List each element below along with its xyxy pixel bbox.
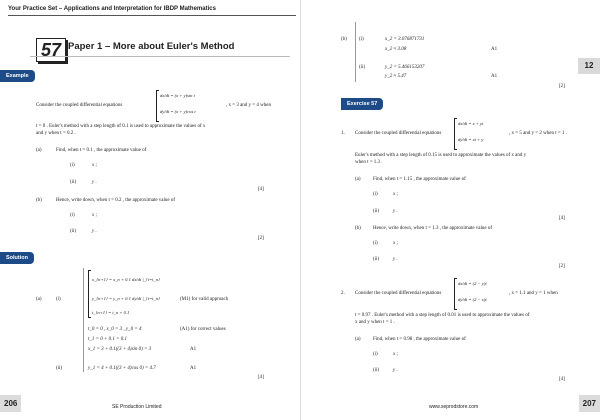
- q1-eq1: dx/dt = x + yt: [458, 121, 484, 126]
- header-rule: [8, 15, 296, 16]
- solution-brace: [88, 270, 91, 318]
- page-number-right: 207: [579, 395, 600, 412]
- solution-step5: t_1 = 0 + 0.1 = 0.1: [88, 337, 128, 342]
- solution-step6-note: A1: [190, 347, 197, 352]
- q1-intro: Consider the coupled differential equations: [355, 131, 442, 136]
- solution-step4-note: (A1) for correct values: [180, 327, 226, 332]
- solution-a-label: (a): [36, 297, 42, 302]
- example-a-label: (a): [36, 148, 42, 153]
- example-line3: and y when t = 0.2 .: [36, 131, 76, 136]
- q1-eq2: dy/dt = xt + y: [458, 137, 484, 142]
- q1a-label: (a): [355, 177, 361, 182]
- example-bi-text: x ;: [92, 213, 98, 218]
- q2a-mark: [4]: [559, 377, 565, 382]
- q2a-text: Find, when t = 0.98 , the approximate value of: [373, 337, 466, 342]
- right-page: [300, 0, 600, 420]
- example-label: Example: [0, 70, 35, 82]
- q2ai-label: (i): [373, 352, 378, 357]
- example-bii-label: (ii): [70, 229, 77, 234]
- example-aii-label: (ii): [70, 180, 77, 185]
- side-tab: 12: [578, 58, 600, 74]
- solution-step7: y_1 = 4 + 0.1((3 + 4)cos 0) = 4.7: [88, 366, 156, 371]
- q2aii-text: y .: [393, 368, 398, 373]
- example-intro: Consider the coupled differential equations: [36, 103, 123, 108]
- q1bi-label: (i): [373, 241, 378, 246]
- q1-line3: when t = 1.3 .: [355, 160, 383, 165]
- solution-label: Solution: [0, 252, 34, 264]
- q2-brace: [454, 278, 457, 310]
- q2-intro: Consider the coupled differential equations: [355, 291, 442, 296]
- example-line2: t = 0 . Euler's method with a step length of 0.1 is used to approximate the values of x: [36, 124, 206, 129]
- website-footer: www.seprodstore.com: [429, 404, 479, 410]
- publisher-footer: SE Production Limited: [112, 404, 162, 410]
- q2-eq1: dx/dt = (2 − y)t: [458, 281, 487, 286]
- q2-number: 2.: [341, 291, 345, 296]
- right-solution-mark: [2]: [559, 84, 565, 89]
- chapter-number: 57: [36, 38, 66, 62]
- q2-eq2: dy/dt = (2 − x)t: [458, 297, 487, 302]
- right-line2-note: A1: [491, 47, 498, 52]
- solution-divider: [83, 268, 84, 372]
- q2-condition: , x = 1.1 and y = 1 when: [509, 291, 558, 296]
- example-brace: [156, 90, 159, 122]
- q2aii-label: (ii): [373, 368, 380, 373]
- exercise-label: Exercise 57: [341, 98, 383, 110]
- q1a-text: Find, when t = 1.15 , the approximate value of: [373, 177, 466, 182]
- solution-mark: [4]: [258, 375, 264, 380]
- q2-line2: t = 0.97 . Euler's method with a step length of 0.01 is used to approximate the values of: [355, 313, 530, 318]
- q1aii-label: (ii): [373, 209, 380, 214]
- example-eq1: dx/dt = (x + y)sin t: [160, 93, 195, 98]
- right-line4-note: A1: [491, 74, 498, 79]
- solution-step3: t_{n+1} = t_n + 0.1: [92, 310, 130, 315]
- q1bii-label: (ii): [373, 257, 380, 262]
- q1b-label: (b): [355, 226, 361, 231]
- example-eq2: dy/dt = (x + y)cos t: [160, 109, 196, 114]
- q1b-text: Hence, write down, when t = 1.3 , the approximate value of: [373, 226, 493, 231]
- q1-brace: [454, 118, 457, 150]
- q1b-mark: [2]: [559, 264, 565, 269]
- book-header: Your Practice Set – Applications and Interpretation for IBDP Mathematics: [8, 6, 216, 12]
- chapter-underline: [30, 56, 290, 57]
- example-ai-text: x ;: [92, 163, 98, 168]
- right-line2: x_2 ≈ 3.08: [385, 47, 407, 52]
- q1-line2: Euler's method with a step length of 0.15 is used to approximate the values of x and y: [355, 153, 527, 158]
- right-line1: x_2 = 3.076871731: [385, 37, 425, 42]
- example-ai-label: (i): [70, 163, 75, 168]
- right-line3: y_2 = 5.466153207: [385, 65, 425, 70]
- example-b-label: (b): [36, 198, 42, 203]
- q1-condition: , x = 5 and y = 2 when t = 1 .: [509, 131, 567, 136]
- q1ai-label: (i): [373, 192, 378, 197]
- example-a-mark: [4]: [258, 187, 264, 192]
- example-b-mark: [2]: [258, 236, 264, 241]
- q1-number: 1.: [341, 131, 345, 136]
- solution-step6: x_1 = 3 + 0.1((3 + 4)sin 0) = 3: [88, 347, 152, 352]
- example-condition: , x = 3 and y = 4 when: [226, 103, 271, 108]
- right-b-label: (b): [341, 37, 347, 42]
- solution-ii-label: (ii): [56, 366, 63, 371]
- solution-i-label: (i): [56, 297, 61, 302]
- solution-step4: t_0 = 0 , x_0 = 3 , y_0 = 4: [88, 327, 142, 332]
- right-ii-label: (ii): [359, 65, 366, 70]
- example-aii-text: y .: [92, 180, 97, 185]
- chapter-title: Paper 1 – More about Euler's Method: [68, 41, 235, 52]
- right-i-label: (i): [359, 37, 364, 42]
- page-number-left: 206: [0, 395, 21, 412]
- q1a-mark: [4]: [559, 216, 565, 221]
- q2ai-text: x ;: [393, 352, 399, 357]
- q1bi-text: x ;: [393, 241, 399, 246]
- solution-step1: x_{n+1} = x_n + 0.1 dx/dt |_{t=t_n}: [92, 277, 160, 282]
- example-bii-text: y .: [92, 229, 97, 234]
- q2a-label: (a): [355, 337, 361, 342]
- right-line4: y_2 ≈ 5.47: [385, 74, 407, 79]
- q1ai-text: x ;: [393, 192, 399, 197]
- solution-step2: y_{n+1} = y_n + 0.1 dy/dt |_{t=t_n}: [92, 296, 160, 301]
- example-a-text: Find, when t = 0.1 , the approximate value of: [56, 148, 147, 153]
- q1aii-text: y .: [393, 209, 398, 214]
- example-bi-label: (i): [70, 213, 75, 218]
- solution-step2-note: (M1) for valid approach: [180, 297, 229, 302]
- right-solution-divider: [355, 22, 356, 82]
- q2-line3: x and y when t = 1 .: [355, 320, 395, 325]
- solution-step7-note: A1: [190, 366, 197, 371]
- q1bii-text: y .: [393, 257, 398, 262]
- example-b-text: Hence, write down, when t = 0.2 , the approximate value of: [56, 198, 176, 203]
